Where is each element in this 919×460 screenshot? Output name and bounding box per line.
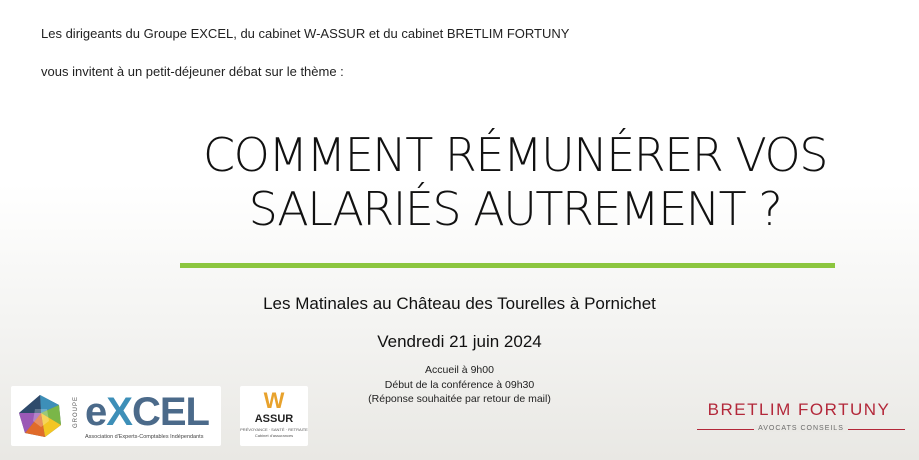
event-date: Vendredi 21 juin 2024 (377, 332, 542, 351)
excel-gem-icon (17, 393, 63, 439)
title-line-2: SALARIÉS AUTREMENT ? (248, 182, 782, 236)
excel-subtitle: Association d'Experts-Comptables Indépendants (85, 434, 204, 440)
event-accueil: Accueil à 9h00 (425, 364, 494, 376)
green-divider (180, 263, 835, 268)
event-rsvp-note: (Réponse souhaitée par retour de mail) (368, 393, 551, 405)
intro-line-1: Les dirigeants du Groupe EXCEL, du cabinet W-ASSUR et du cabinet BRETLIM FORTUNY (41, 26, 570, 41)
title-line-1: COMMENT RÉMUNÉRER VOS (203, 128, 827, 182)
excel-wordmark-rest: CEL (131, 390, 209, 434)
wassur-w-icon: W (263, 388, 285, 413)
event-start-time: Début de la conférence à 09h30 (384, 379, 535, 391)
excel-wordmark-x: X (106, 390, 132, 434)
event-venue: Les Matinales au Château des Tourelles à Pornichet (263, 294, 656, 313)
wassur-tagline-2: Cabinet d'assurances (254, 433, 294, 438)
excel-logo (11, 386, 221, 446)
wassur-logo (240, 386, 308, 446)
intro-line-2: vous invitent à un petit-déjeuner débat sur le thème : (41, 64, 344, 79)
wassur-name: ASSUR (254, 413, 294, 425)
bretlim-fortuny-name: BRETLIM FORTUNY (707, 400, 891, 419)
event-title (150, 128, 880, 236)
bretlim-subtitle (697, 425, 905, 432)
excel-groupe-label: GROUPE (73, 395, 79, 428)
wassur-tagline: PRÉVOYANCE · SANTÉ · RETRAITE (240, 427, 308, 432)
bretlim-subtitle-text: AVOCATS CONSEILS (754, 425, 848, 432)
excel-wordmark-e: e (85, 390, 107, 434)
excel-wordmark (85, 390, 209, 435)
